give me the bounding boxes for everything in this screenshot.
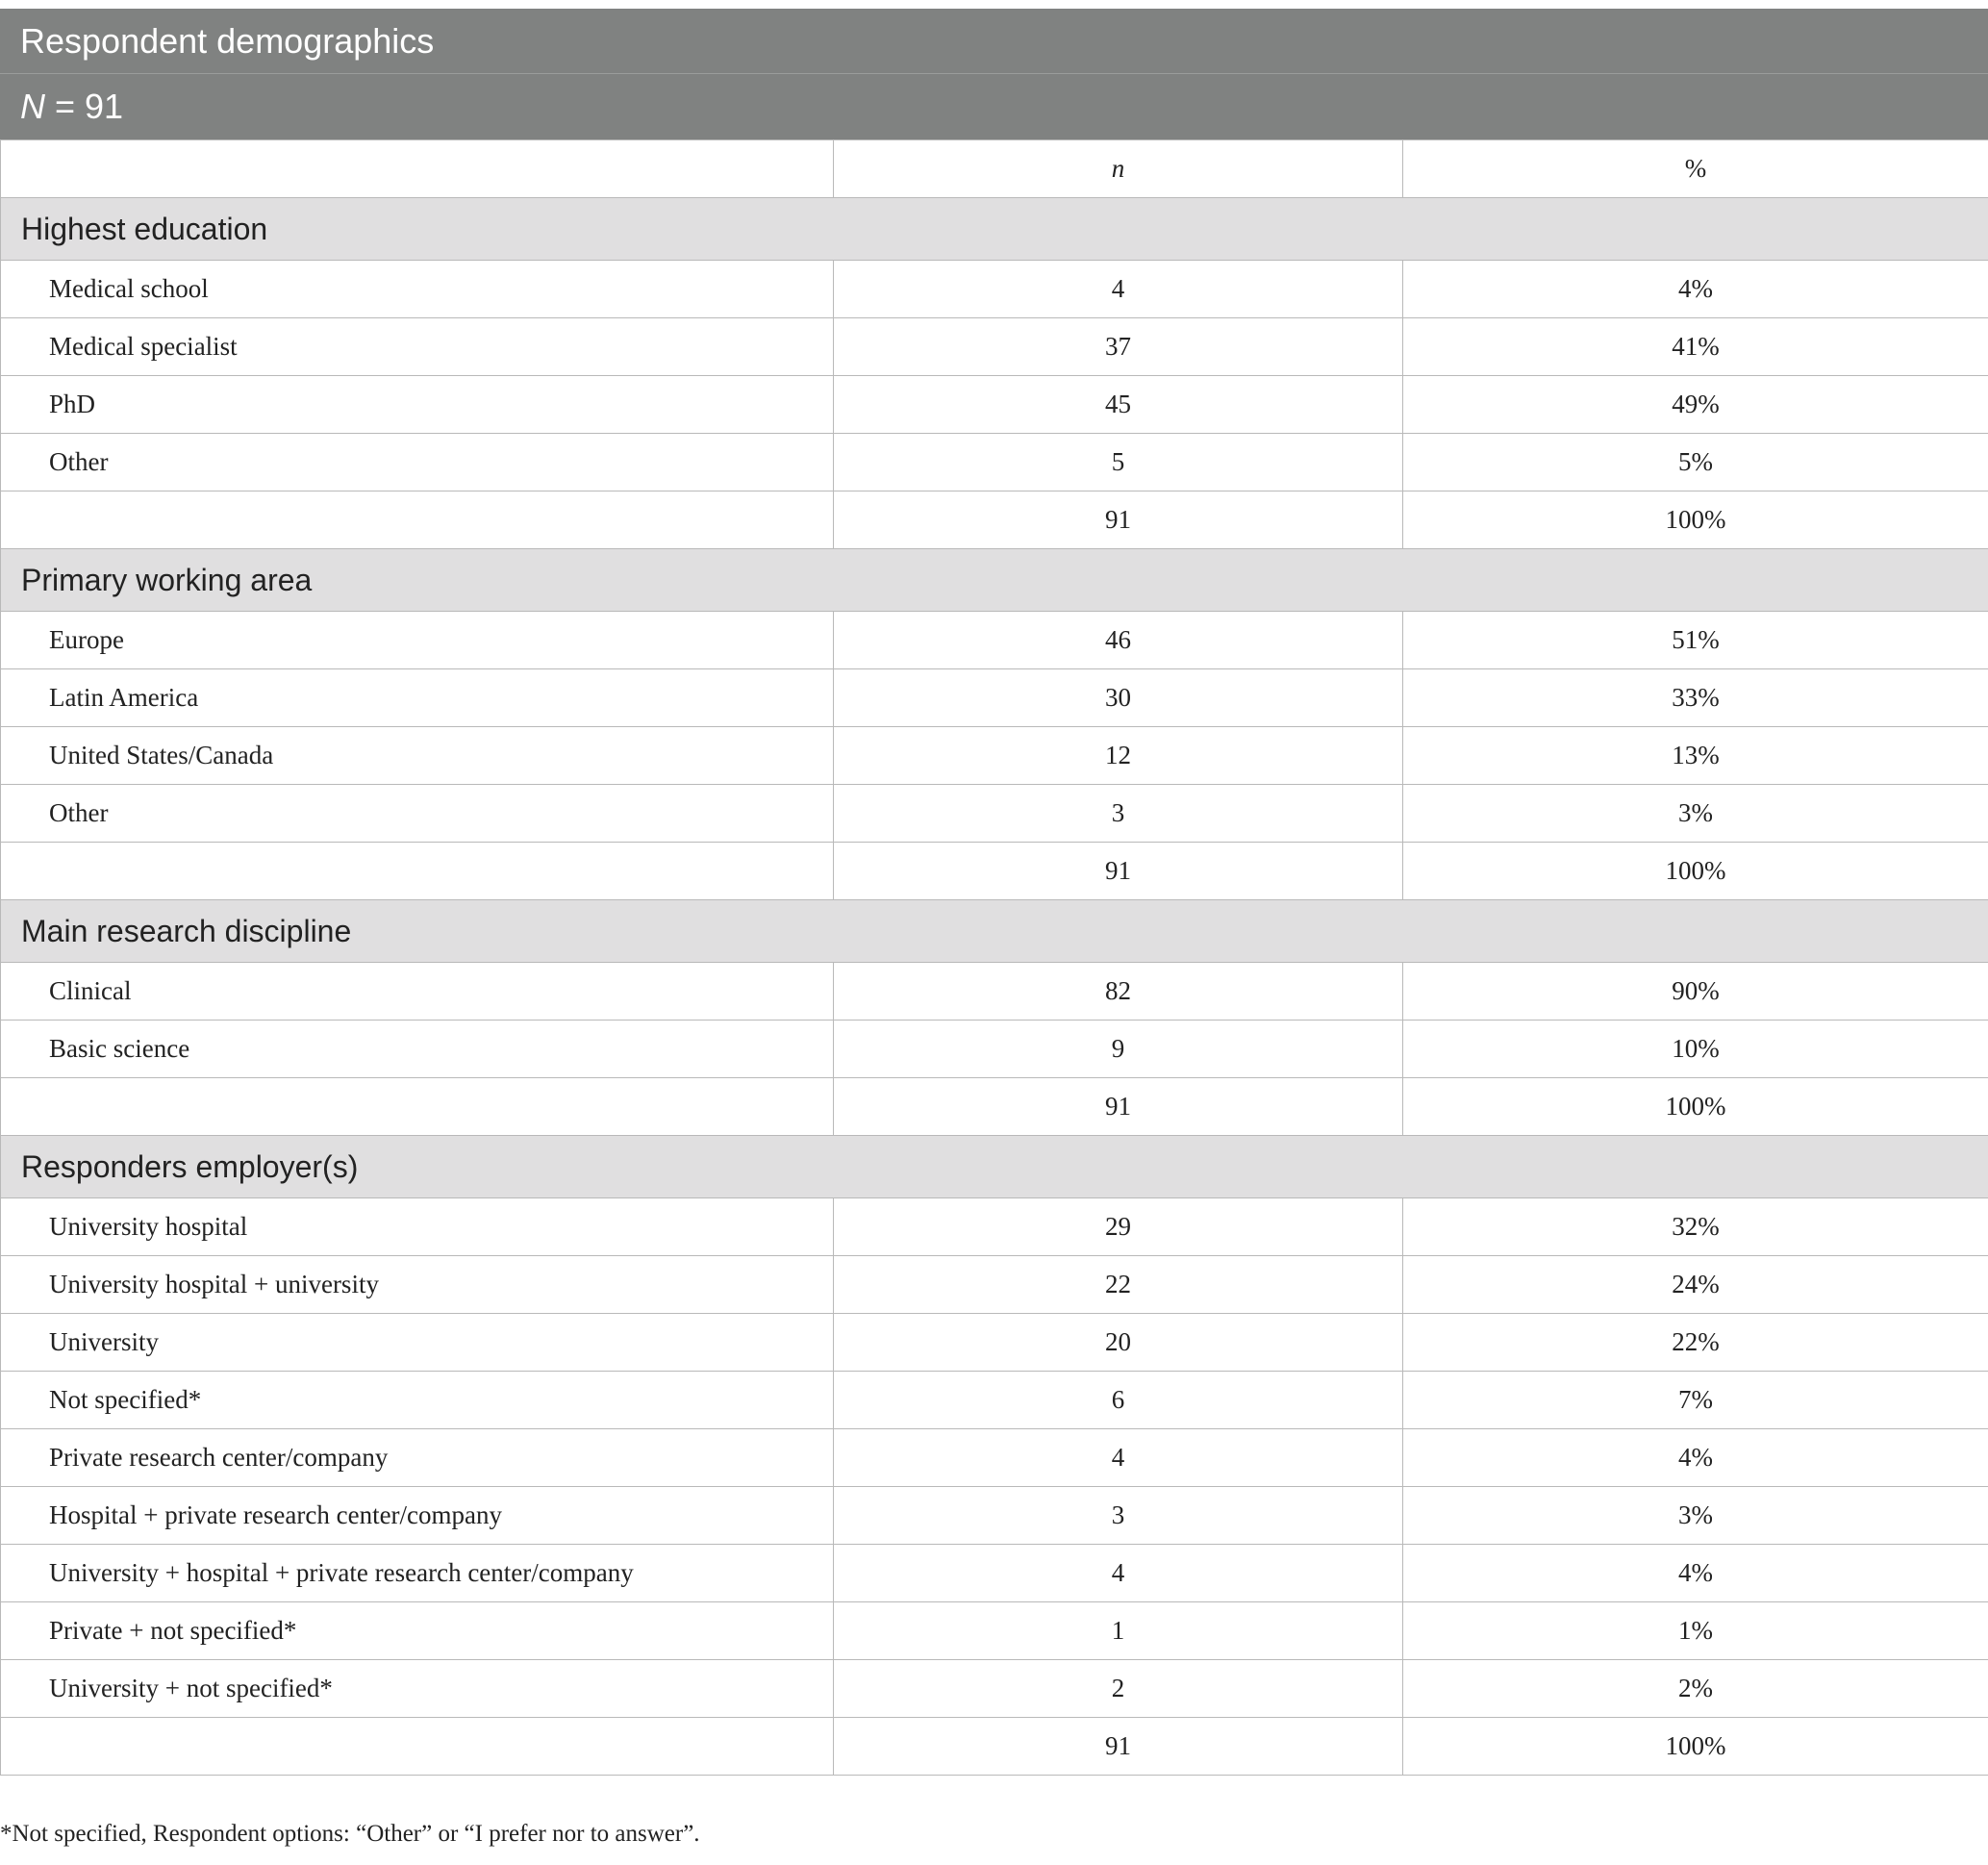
row-label: Hospital + private research center/company [1, 1487, 834, 1545]
table-row [1, 318, 1988, 376]
table-title-text: Respondent demographics [20, 21, 435, 61]
row-count: 30 [834, 669, 1403, 727]
row-label: United States/Canada [1, 727, 834, 785]
row-percent: 51% [1403, 612, 1988, 669]
table-row [1, 785, 1988, 843]
row-percent: 41% [1403, 318, 1988, 376]
row-percent: 100% [1403, 1718, 1988, 1776]
table-row [1, 1256, 1988, 1314]
data-table [0, 139, 1988, 1776]
row-percent: 32% [1403, 1198, 1988, 1256]
table-row [1, 1198, 1988, 1256]
column-header-label [1, 140, 834, 198]
row-label: University hospital [1, 1198, 834, 1256]
row-count: 3 [834, 1487, 1403, 1545]
sample-size-bar [0, 74, 1988, 139]
table-row [1, 1545, 1988, 1602]
sample-size-symbol: N [20, 87, 45, 126]
row-count: 22 [834, 1256, 1403, 1314]
group-header-row [1, 198, 1988, 261]
table-row [1, 376, 1988, 434]
row-percent: 90% [1403, 963, 1988, 1021]
row-count: 20 [834, 1314, 1403, 1372]
row-count: 29 [834, 1198, 1403, 1256]
row-count: 46 [834, 612, 1403, 669]
table-title [0, 9, 1988, 74]
row-count: 5 [834, 434, 1403, 491]
row-label: Europe [1, 612, 834, 669]
row-count: 91 [834, 843, 1403, 900]
row-label: PhD [1, 376, 834, 434]
row-label: University + hospital + private research center/company [1, 1545, 834, 1602]
table-row [1, 1602, 1988, 1660]
table-row [1, 1660, 1988, 1718]
row-percent: 24% [1403, 1256, 1988, 1314]
row-label [1, 1718, 834, 1776]
total-row [1, 491, 1988, 549]
group-header-row [1, 900, 1988, 963]
row-percent: 1% [1403, 1602, 1988, 1660]
total-row [1, 1078, 1988, 1136]
row-count: 91 [834, 1078, 1403, 1136]
row-percent: 7% [1403, 1372, 1988, 1429]
row-percent: 100% [1403, 1078, 1988, 1136]
row-percent: 3% [1403, 1487, 1988, 1545]
group-heading: Primary working area [1, 549, 1988, 612]
row-percent: 13% [1403, 727, 1988, 785]
group-heading: Responders employer(s) [1, 1136, 1988, 1198]
table-row [1, 1021, 1988, 1078]
row-label [1, 843, 834, 900]
table-footnote: *Not specified, Respondent options: “Other” or “I prefer nor to answer”. [0, 1821, 700, 1847]
row-count: 4 [834, 1545, 1403, 1602]
table-row [1, 612, 1988, 669]
row-percent: 5% [1403, 434, 1988, 491]
row-label: Latin America [1, 669, 834, 727]
row-percent: 3% [1403, 785, 1988, 843]
row-percent: 4% [1403, 1545, 1988, 1602]
column-header-percent: % [1403, 140, 1988, 198]
row-label: Other [1, 785, 834, 843]
column-header-row [1, 140, 1988, 198]
row-count: 4 [834, 261, 1403, 318]
row-label [1, 1078, 834, 1136]
table-row [1, 1314, 1988, 1372]
row-count: 91 [834, 491, 1403, 549]
column-header-n: n [834, 140, 1403, 198]
row-label: Other [1, 434, 834, 491]
total-row [1, 1718, 1988, 1776]
row-percent: 10% [1403, 1021, 1988, 1078]
table-row [1, 727, 1988, 785]
demographics-table [0, 9, 1988, 1776]
row-count: 6 [834, 1372, 1403, 1429]
row-percent: 100% [1403, 843, 1988, 900]
group-header-row [1, 1136, 1988, 1198]
row-percent: 4% [1403, 261, 1988, 318]
row-label: University + not specified* [1, 1660, 834, 1718]
row-count: 37 [834, 318, 1403, 376]
table-row [1, 1429, 1988, 1487]
row-label [1, 491, 834, 549]
row-label: Private research center/company [1, 1429, 834, 1487]
table-row [1, 1487, 1988, 1545]
row-count: 2 [834, 1660, 1403, 1718]
total-row [1, 843, 1988, 900]
group-header-row [1, 549, 1988, 612]
row-label: Clinical [1, 963, 834, 1021]
row-percent: 100% [1403, 491, 1988, 549]
row-count: 3 [834, 785, 1403, 843]
row-label: Medical school [1, 261, 834, 318]
row-count: 12 [834, 727, 1403, 785]
row-percent: 22% [1403, 1314, 1988, 1372]
row-label: University hospital + university [1, 1256, 834, 1314]
sample-size-value: = 91 [45, 87, 124, 126]
table-row [1, 963, 1988, 1021]
table-row [1, 1372, 1988, 1429]
row-percent: 33% [1403, 669, 1988, 727]
row-count: 9 [834, 1021, 1403, 1078]
row-label: Not specified* [1, 1372, 834, 1429]
row-percent: 2% [1403, 1660, 1988, 1718]
row-label: Private + not specified* [1, 1602, 834, 1660]
group-heading: Highest education [1, 198, 1988, 261]
row-label: Basic science [1, 1021, 834, 1078]
row-label: University [1, 1314, 834, 1372]
row-count: 4 [834, 1429, 1403, 1487]
row-count: 82 [834, 963, 1403, 1021]
row-label: Medical specialist [1, 318, 834, 376]
row-count: 1 [834, 1602, 1403, 1660]
row-percent: 49% [1403, 376, 1988, 434]
table-row [1, 434, 1988, 491]
group-heading: Main research discipline [1, 900, 1988, 963]
row-count: 91 [834, 1718, 1403, 1776]
row-count: 45 [834, 376, 1403, 434]
table-row [1, 261, 1988, 318]
row-percent: 4% [1403, 1429, 1988, 1487]
table-row [1, 669, 1988, 727]
